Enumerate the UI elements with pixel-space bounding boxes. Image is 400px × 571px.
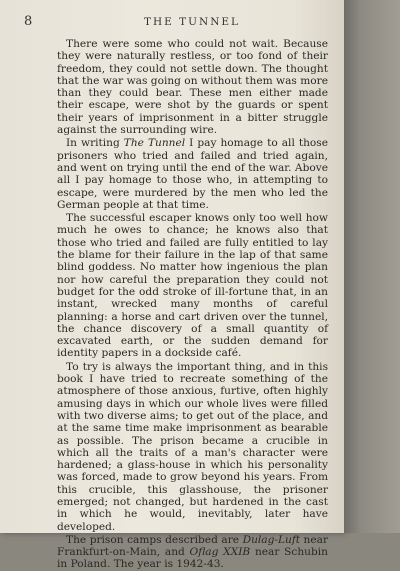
camp-name-1: Dulag-Luft bbox=[242, 533, 300, 546]
page-header bbox=[24, 14, 330, 32]
paragraph-1: There were some who could not wait. Because they were naturally restless, or too fond of their freedom, they could not settle down. The thought that the war was going on without them was more than they could bear. These men either made their escape, were shot by the guards or spent their years of imprisonment in a bitter struggle against the surrounding wire. bbox=[57, 38, 328, 137]
paragraph-5: The prison camps described are Dulag-Luft near Frankfurt-on-Main, and Oflag XXIB near Schubin in Poland. The year is 1942-43. bbox=[57, 533, 329, 571]
page-edge-shadow bbox=[344, 0, 400, 533]
book-title: The Tunnel bbox=[123, 137, 186, 150]
paragraph-4: To try is always the important thing, and in this book I have tried to recreate something of the atmosphere of those anxious, furtive, often highly amusing days in which our whole lives were filled with two diverse aims; to get out of the place, and at the same time make imprisonment as bearable as possible. The prison became a crucible in which all the traits of a man's character were hardened; a glass-house in which his personality was forced, made to grow beyond his years. From this crucible, this glasshouse, the prisoner emerged; not changed, but hardened in the cast in which he would, inevitably, later have developed. bbox=[57, 360, 328, 533]
paragraph-2: In writing The Tunnel I pay homage to all those prisoners who tried and failed and tried again, and went on trying until the end of the war. Above all I pay homage to those who, in attempting to escape, were murdered by the men who led the German people at that time. bbox=[57, 137, 329, 211]
body-text bbox=[57, 38, 328, 571]
running-head: THE TUNNEL bbox=[144, 16, 241, 28]
page-number: 8 bbox=[24, 14, 33, 29]
camp-name-2: Oflag XXIB bbox=[189, 546, 251, 559]
paragraph-3: The successful escaper knows only too well how much he owes to chance; he knows also that those who tried and failed are fully entitled to lay the blame for their failure in the lap of that same blind goddess. No matter how ingenious the plan nor how careful the preparation they could not budget for the odd stroke of ill-fortune that, in an instant, wrecked many months of careful planning: a horse and cart driven over the tunnel, the chance discovery of a small quantity of excavated earth, or the sudden demand for identity papers in a dockside café. bbox=[57, 212, 328, 360]
